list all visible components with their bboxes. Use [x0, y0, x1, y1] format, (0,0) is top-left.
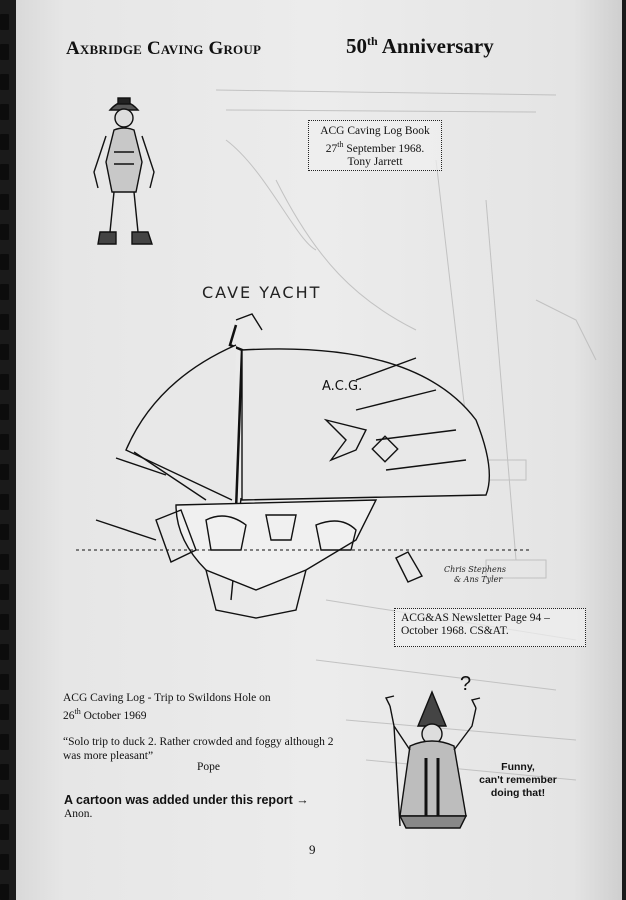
binding-ring: [0, 704, 9, 720]
artist-signature: Chris Stephens & Ans Tyler: [444, 565, 506, 584]
binding-ring: [0, 884, 9, 900]
binding-ring: [0, 374, 9, 390]
sail-label: A.C.G.: [322, 379, 363, 394]
log-entry-author: Pope: [197, 761, 220, 773]
binding-ring: [0, 194, 9, 210]
binding-ring: [0, 254, 9, 270]
cave-yacht-drawing: [56, 300, 536, 630]
newsletter-caption: ACG&AS Newsletter Page 94 – October 1968. CS&AT.: [394, 608, 586, 647]
binding-ring: [0, 824, 9, 840]
binding-ring: [0, 554, 9, 570]
question-mark: ?: [460, 673, 472, 695]
binding-ring: [0, 104, 9, 120]
wizard-cartoon: [380, 666, 490, 836]
cartoon-note-author: Anon.: [64, 808, 93, 820]
binding-ring: [0, 764, 9, 780]
binding-ring: [0, 434, 9, 450]
binding-ring: [0, 224, 9, 240]
binding-ring: [0, 44, 9, 60]
page-number: 9: [309, 842, 316, 857]
binding-ring: [0, 794, 9, 810]
binding-ring: [0, 314, 9, 330]
caver-cartoon: [84, 92, 164, 257]
binding-ring: [0, 134, 9, 150]
binding-ring: [0, 344, 9, 360]
logbook-caption: ACG Caving Log Book 27th September 1968. Tony Jarrett: [308, 120, 442, 171]
speech-text: Funny, can't remember doing that!: [479, 761, 557, 799]
spiral-binding: [0, 0, 14, 900]
binding-ring: [0, 284, 9, 300]
log-entry-title: ACG Caving Log - Trip to Swildons Hole on 26th October 1969: [63, 692, 271, 722]
binding-ring: [0, 644, 9, 660]
binding-ring: [0, 464, 9, 480]
binding-ring: [0, 674, 9, 690]
cartoon-note: A cartoon was added under this report →: [64, 793, 309, 807]
binding-ring: [0, 164, 9, 180]
binding-ring: [0, 14, 9, 30]
header-organisation: Axbridge Caving Group: [66, 38, 262, 59]
log-entry-quote: “Solo trip to duck 2. Rather crowded and foggy although 2 was more pleasant”: [63, 736, 334, 762]
binding-ring: [0, 494, 9, 510]
binding-ring: [0, 74, 9, 90]
binding-ring: [0, 404, 9, 420]
binding-ring: [0, 524, 9, 540]
header-anniversary: 50th Anniversary: [346, 34, 494, 58]
binding-ring: [0, 614, 9, 630]
binding-ring: [0, 734, 9, 750]
document-page: [16, 0, 622, 900]
binding-ring: [0, 584, 9, 600]
cartoon-title: CAVE YACHT: [202, 283, 322, 302]
binding-ring: [0, 854, 9, 870]
